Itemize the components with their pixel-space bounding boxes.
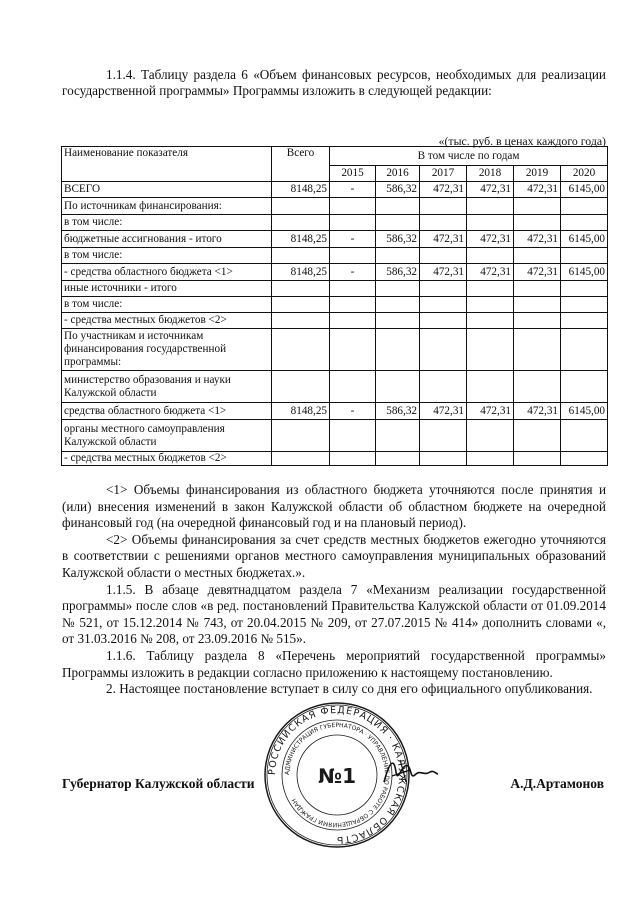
row-label: бюджетные ассигнования - итого <box>62 231 272 248</box>
cell-year <box>467 248 514 264</box>
cell-year <box>514 215 561 231</box>
cell-year <box>376 281 420 297</box>
cell-year: 6145,00 <box>561 403 608 420</box>
cell-year: 472,31 <box>420 264 467 281</box>
cell-year <box>514 329 561 371</box>
cell-total <box>272 420 330 452</box>
cell-year: - <box>330 264 376 281</box>
cell-year <box>420 281 467 297</box>
cell-total: 8148,25 <box>272 231 330 248</box>
cell-total <box>272 452 330 466</box>
row-label: ВСЕГО <box>62 182 272 198</box>
row-label: органы местного самоуправления Калужской области <box>62 420 272 452</box>
cell-year: 472,31 <box>420 403 467 420</box>
clause-2: 2. Настоящее постановление вступает в силу со дня его официального опубликования. <box>106 681 593 697</box>
cell-year <box>376 329 420 371</box>
cell-total: 8148,25 <box>272 264 330 281</box>
cell-year <box>330 215 376 231</box>
table-row <box>62 297 608 313</box>
cell-year: 472,31 <box>467 182 514 198</box>
cell-year <box>330 248 376 264</box>
cell-year <box>420 297 467 313</box>
cell-year <box>376 313 420 329</box>
cell-total: 8148,25 <box>272 182 330 198</box>
header-name: Наименование показателя <box>62 147 272 182</box>
table-row <box>62 198 608 215</box>
cell-year <box>561 313 608 329</box>
cell-year: 6145,00 <box>561 264 608 281</box>
table-row <box>62 329 608 371</box>
header-total: Всего <box>272 147 330 182</box>
cell-year <box>330 371 376 403</box>
cell-year <box>376 371 420 403</box>
table-row <box>62 452 608 466</box>
year-header: 2016 <box>376 166 420 182</box>
cell-year <box>420 329 467 371</box>
cell-year <box>330 420 376 452</box>
cell-year <box>420 420 467 452</box>
cell-year <box>561 248 608 264</box>
row-label: По участникам и источникам финансирования государственной программы: <box>62 329 272 371</box>
seal-number: №1 <box>318 764 356 788</box>
table-row <box>62 182 608 198</box>
cell-year: 472,31 <box>467 403 514 420</box>
cell-year <box>561 420 608 452</box>
cell-year: 472,31 <box>467 231 514 248</box>
cell-year <box>376 297 420 313</box>
cell-year: - <box>330 182 376 198</box>
financial-resources-table <box>61 146 608 466</box>
cell-total <box>272 329 330 371</box>
cell-year: 586,32 <box>376 231 420 248</box>
cell-year <box>561 452 608 466</box>
cell-year <box>330 329 376 371</box>
table-row <box>62 264 608 281</box>
notes-section <box>62 482 606 698</box>
cell-year <box>420 452 467 466</box>
cell-year: 586,32 <box>376 264 420 281</box>
cell-total <box>272 371 330 403</box>
row-label: средства областного бюджета <1> <box>62 403 272 420</box>
cell-year <box>561 281 608 297</box>
cell-year <box>561 215 608 231</box>
cell-year <box>514 297 561 313</box>
cell-year <box>561 329 608 371</box>
row-label: - средства областного бюджета <1> <box>62 264 272 281</box>
table-row <box>62 403 608 420</box>
cell-year <box>467 329 514 371</box>
cell-total <box>272 248 330 264</box>
cell-year <box>420 248 467 264</box>
intro-paragraph: 1.1.4. Таблицу раздела 6 «Объем финансовых ресурсов, необходимых для реализации государственной программы» Программы изложить в следующей редакции: <box>62 67 606 98</box>
cell-year <box>514 452 561 466</box>
cell-year <box>467 281 514 297</box>
cell-year <box>376 198 420 215</box>
footnote-2: <2> Объемы финансирования за счет средств местных бюджетов ежегодно уточняются в соответствии с решениями органов местного самоуправления муниципальных образований Калужской области о местных бюджетах.». <box>62 531 606 580</box>
signatory-position: Губернатор Калужской области <box>62 776 255 791</box>
table-row <box>62 281 608 297</box>
cell-total <box>272 297 330 313</box>
year-header: 2019 <box>514 166 561 182</box>
cell-year <box>376 248 420 264</box>
cell-year <box>514 313 561 329</box>
row-label: - средства местных бюджетов <2> <box>62 313 272 329</box>
cell-year <box>467 452 514 466</box>
cell-year <box>467 313 514 329</box>
cell-year: 586,32 <box>376 403 420 420</box>
year-header: 2015 <box>330 166 376 182</box>
cell-year <box>330 198 376 215</box>
row-label: министерство образования и науки Калужской области <box>62 371 272 403</box>
cell-year: - <box>330 403 376 420</box>
cell-year: 6145,00 <box>561 182 608 198</box>
cell-year <box>420 198 467 215</box>
cell-year <box>467 420 514 452</box>
cell-year: 586,32 <box>376 182 420 198</box>
cell-year: 472,31 <box>514 231 561 248</box>
units-note: «(тыс. руб. в ценах каждого года) <box>438 134 606 148</box>
year-header: 2017 <box>420 166 467 182</box>
cell-year <box>514 281 561 297</box>
cell-total: 8148,25 <box>272 403 330 420</box>
seal-outer-text: РОССИЙСКАЯ ФЕДЕРАЦИЯ · КАЛУЖСКАЯ ОБЛАСТЬ <box>266 704 408 846</box>
cell-year: 472,31 <box>420 182 467 198</box>
year-header: 2020 <box>561 166 608 182</box>
cell-year <box>467 198 514 215</box>
cell-year: 472,31 <box>420 231 467 248</box>
cell-year <box>561 198 608 215</box>
cell-year <box>420 371 467 403</box>
cell-total <box>272 215 330 231</box>
cell-year <box>330 313 376 329</box>
row-label: По источникам финансирования: <box>62 198 272 215</box>
row-label: иные источники - итого <box>62 281 272 297</box>
cell-year <box>561 297 608 313</box>
signatory-name: А.Д.Артамонов <box>510 776 604 791</box>
cell-year <box>467 297 514 313</box>
cell-year: 6145,00 <box>561 231 608 248</box>
cell-year <box>514 198 561 215</box>
cell-year: 472,31 <box>514 403 561 420</box>
cell-year <box>330 452 376 466</box>
cell-year <box>376 215 420 231</box>
table-row <box>62 371 608 403</box>
cell-year <box>420 313 467 329</box>
clause-1-1-5: 1.1.5. В абзаце девятнадцатом раздела 7 «Механизм реализации государственной программы» после слов «в ред. постановлений Правительства Калужской области от 01.09.2014 № 521, от 15.12.2014 № 743, от 20.04.2015 № 209, от 27.07.2015 № 414» дополнить словами «, от 31.03.2016 № 208, от 23.09.2016 № 515». <box>62 581 606 647</box>
table-row <box>62 313 608 329</box>
footnote-1: <1> Объемы финансирования из областного бюджета уточняются после принятия и (или) внесения изменений в закон Калужской области об областном бюджете на очередной финансовый год (на очередной финансовый год и на плановый период). <box>62 482 606 531</box>
row-label: в том числе: <box>62 248 272 264</box>
cell-year <box>330 297 376 313</box>
cell-total <box>272 198 330 215</box>
cell-year <box>420 215 467 231</box>
cell-year: 472,31 <box>467 264 514 281</box>
cell-year <box>376 420 420 452</box>
handwritten-signature <box>380 752 440 792</box>
row-label: в том числе: <box>62 215 272 231</box>
row-label: - средства местных бюджетов <2> <box>62 452 272 466</box>
cell-year <box>376 452 420 466</box>
cell-year <box>330 281 376 297</box>
table-row <box>62 420 608 452</box>
cell-year <box>561 371 608 403</box>
cell-year: 472,31 <box>514 264 561 281</box>
cell-total <box>272 313 330 329</box>
cell-year <box>514 420 561 452</box>
cell-year <box>467 215 514 231</box>
table-row <box>62 215 608 231</box>
cell-year <box>467 371 514 403</box>
cell-total <box>272 281 330 297</box>
cell-year <box>514 371 561 403</box>
row-label: в том числе: <box>62 297 272 313</box>
cell-year: - <box>330 231 376 248</box>
cell-year: 472,31 <box>514 182 561 198</box>
cell-year <box>514 248 561 264</box>
year-header: 2018 <box>467 166 514 182</box>
table-row <box>62 231 608 248</box>
clause-1-1-6: 1.1.6. Таблицу раздела 8 «Перечень мероприятий государственной программы» Программы изложить в редакции согласно приложению к настоящему постановлению. <box>62 647 606 680</box>
header-years-group: В том числе по годам <box>330 147 608 166</box>
seal-inner-text: АДМИНИСТРАЦИЯ ГУБЕРНАТОРА · УПРАВЛЕНИЕ ПО РАБОТЕ С ОБРАЩЕНИЯМИ ГРАЖДАН <box>283 721 391 829</box>
table-row <box>62 248 608 264</box>
